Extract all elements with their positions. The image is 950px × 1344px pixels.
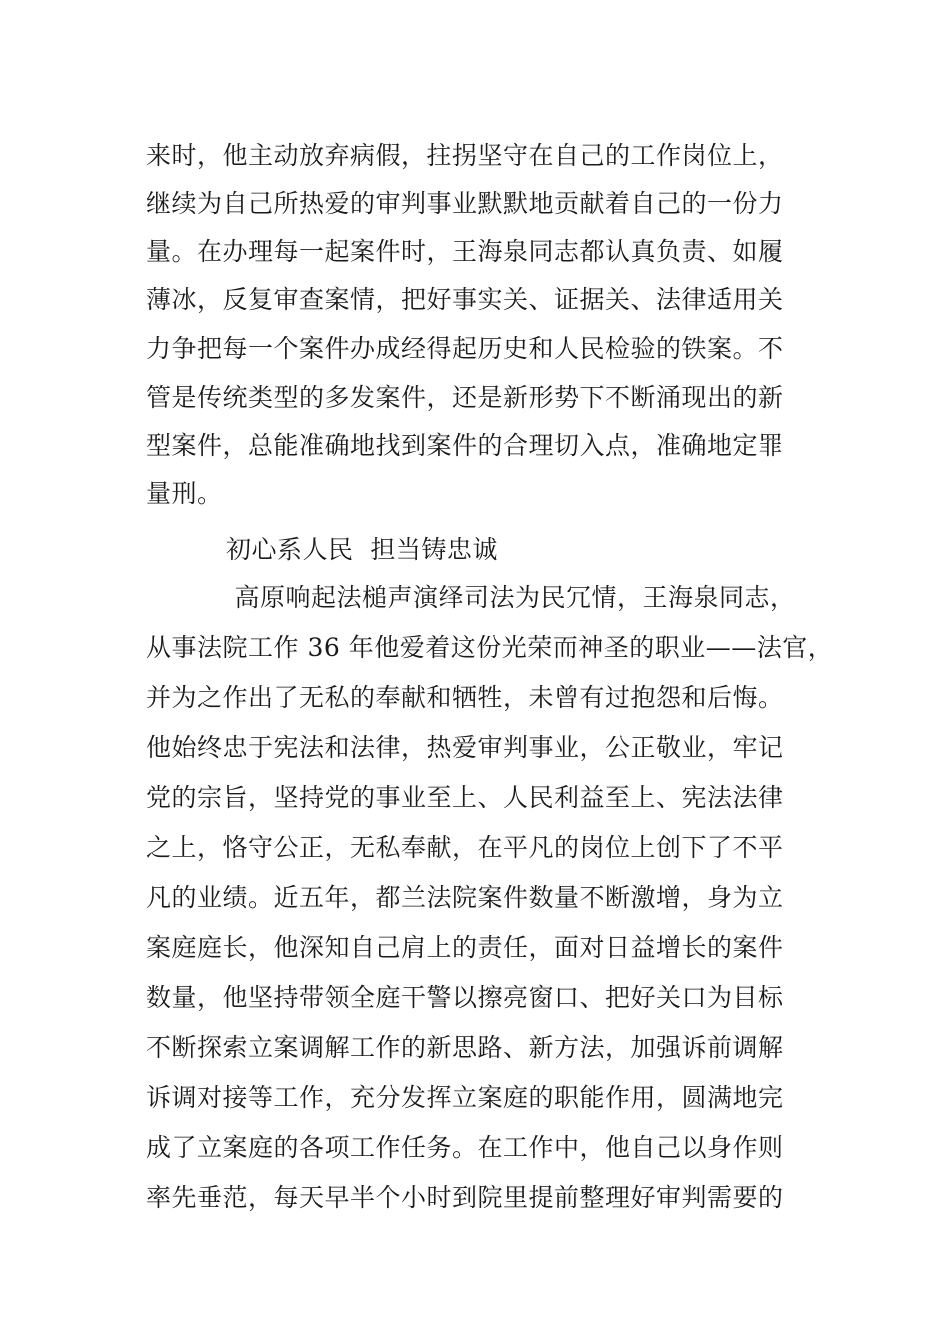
paragraph-2-line: 数量，他坚持带领全庭干警以擦亮窗口、把好关口为目标 [146, 983, 784, 1012]
paragraph-1-line: 量。在办理每一起案件时，王海泉同志都认真负责、如履 [146, 237, 784, 266]
paragraph-2-line: 成了立案庭的各项工作任务。在工作中，他自己以身作则 [146, 1133, 784, 1162]
paragraph-2-line: 凡的业绩。近五年，都兰法院案件数量不断激增，身为立 [146, 883, 784, 912]
paragraph-2-line: 不断探索立案调解工作的新思路、新方法，加强诉前调解 [146, 1033, 784, 1062]
paragraph-2-line: 高原响起法槌声演绎司法为民冗情，王海泉同志， [226, 583, 796, 612]
section-heading: 初心系人民 担当铸忠诚 [226, 535, 498, 564]
paragraph-1-line: 型案件，总能准确地找到案件的合理切入点，准确地定罪 [146, 431, 784, 460]
paragraph-2-line: 从事法院工作 36 年他爱着这份光荣而神圣的职业——法官， [146, 633, 834, 662]
paragraph-1-line: 薄冰，反复审查案情，把好事实关、证据关、法律适用关 [146, 285, 784, 314]
paragraph-2-line: 案庭庭长，他深知自己肩上的责任，面对日益增长的案件 [146, 933, 784, 962]
paragraph-2-line: 诉调对接等工作，充分发挥立案庭的职能作用，圆满地完 [146, 1083, 784, 1112]
paragraph-2-line: 并为之作出了无私的奉献和牺牲，未曾有过抱怨和后悔。 [146, 683, 784, 712]
paragraph-1-line: 力争把每一个案件办成经得起历史和人民检验的铁案。不 [146, 334, 784, 363]
paragraph-1-line: 来时，他主动放弃病假，拄拐坚守在自己的工作岗位上， [146, 141, 784, 170]
paragraph-2-line: 他始终忠于宪法和法律，热爱审判事业，公正敬业，牢记 [146, 733, 784, 762]
paragraph-2-line: 率先垂范，每天早半个小时到院里提前整理好审判需要的 [146, 1183, 784, 1212]
paragraph-1-line: 继续为自己所热爱的审判事业默默地贡献着自己的一份力 [146, 189, 784, 218]
paragraph-1-line: 量刑。 [146, 479, 223, 508]
paragraph-1-line: 管是传统类型的多发案件，还是新形势下不断涌现出的新 [146, 383, 784, 412]
paragraph-2-line: 之上，恪守公正，无私奉献，在平凡的岗位上创下了不平 [146, 833, 784, 862]
paragraph-2-line: 党的宗旨，坚持党的事业至上、人民利益至上、宪法法律 [146, 783, 784, 812]
